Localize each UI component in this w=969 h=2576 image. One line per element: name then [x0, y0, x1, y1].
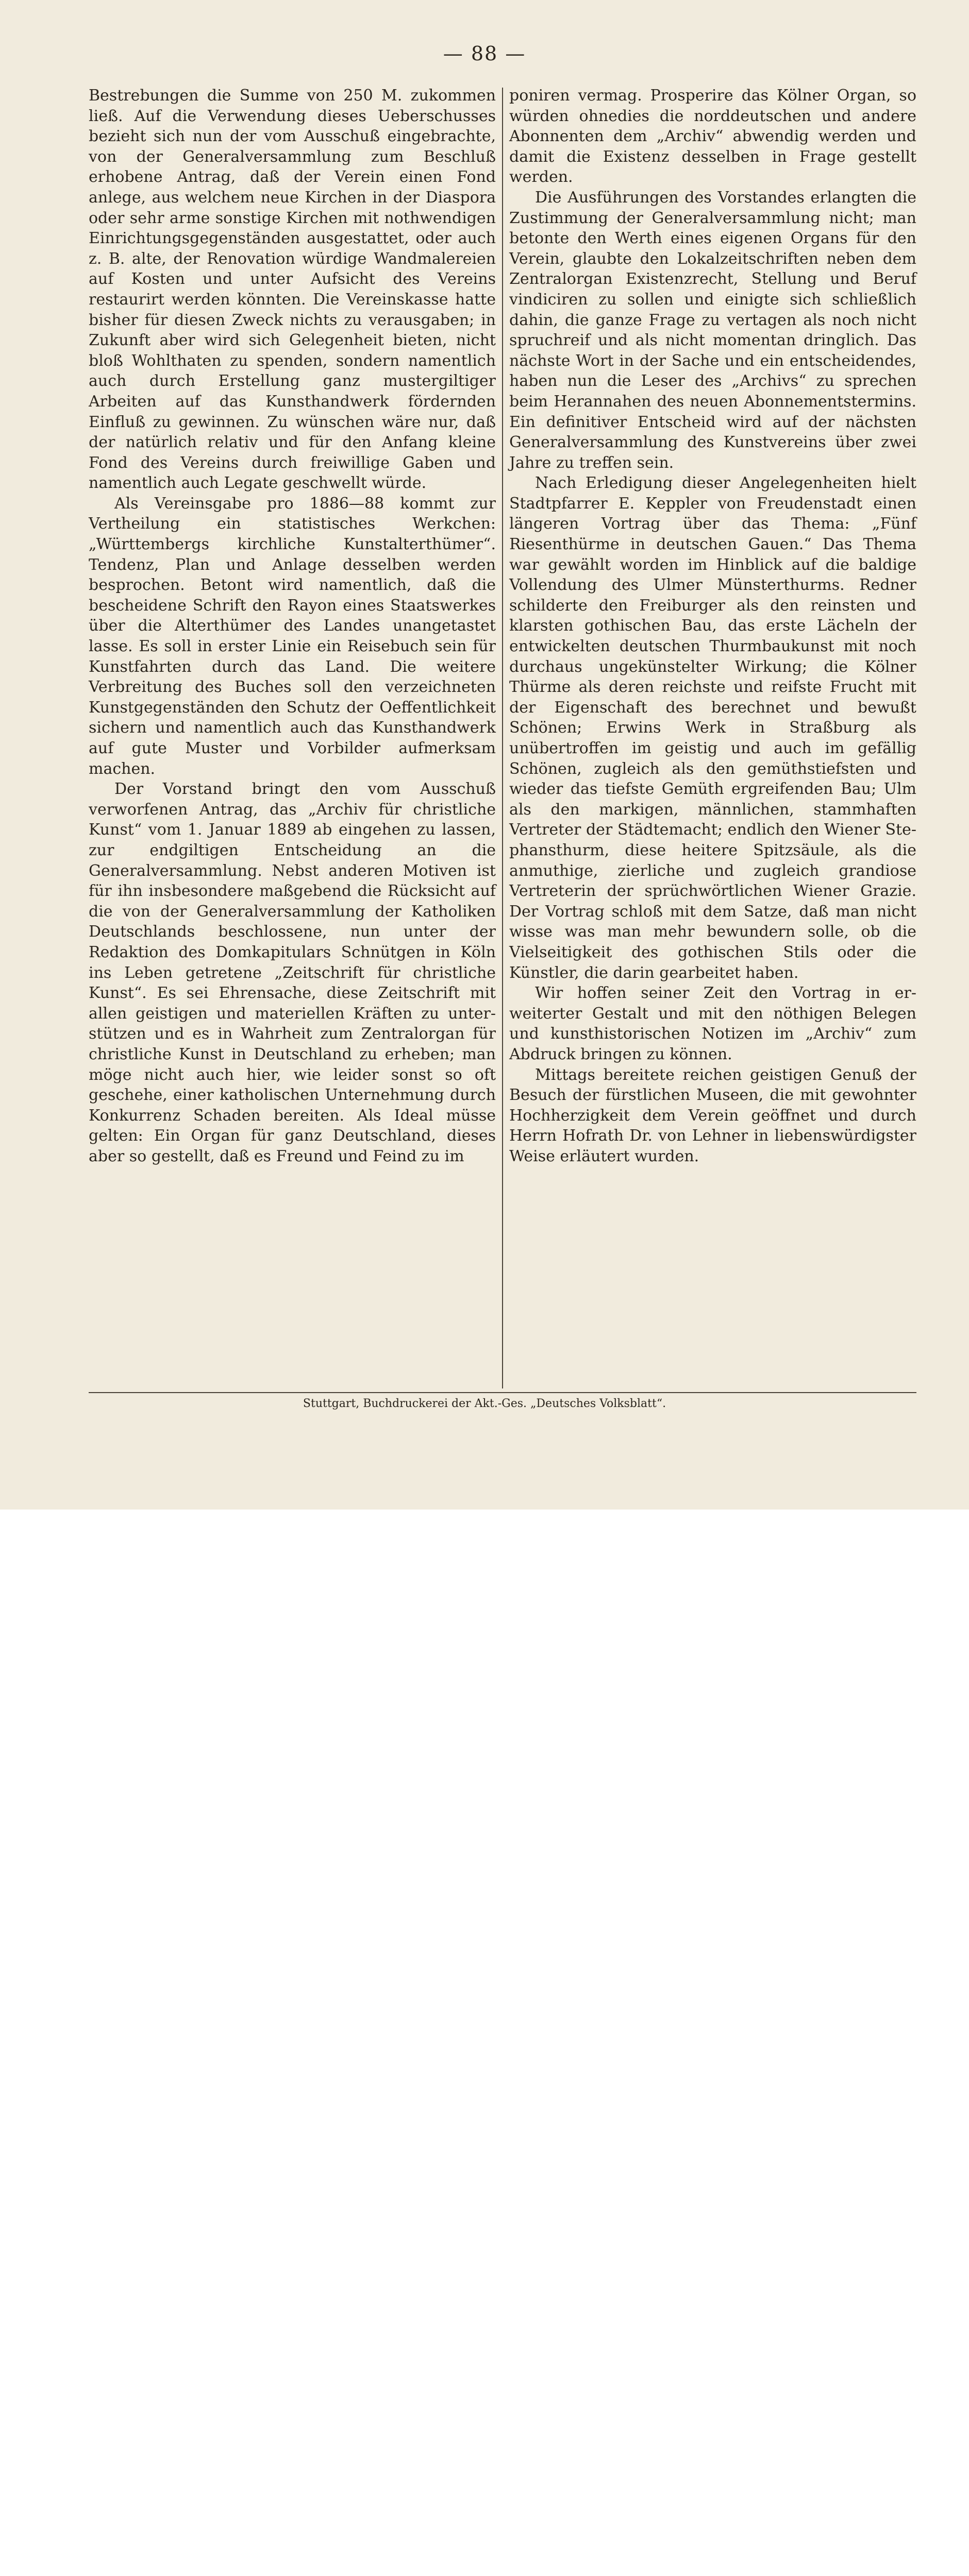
column-divider	[502, 88, 503, 1388]
footer-divider	[89, 1392, 916, 1393]
paragraph: Als Vereinsgabe pro 1886—88 kommt zur Vertheilung ein statistisches Werkchen: „Württembergs kirchliche Kunstalterthümer“. Tendenz, Plan und Anlage desselben werden besprochen. Betont wird namentlich, daß die bescheidene Schrift den Rayon eines Staatswerkes über die Alterthümer des Landes unangetastet lasse. Es soll in erster Linie ein Reisebuch sein für Kunstfahrten durch das Land. Die weitere Verbreitung des Buches soll den verzeichneten Kunstgegenständen den Schutz der Oeffentlichkeit sichern und namentlich auch das Kunsthandwerk auf gute Muster und Vorbilder aufmerksam machen.	[89, 494, 496, 778]
printer-imprint: Stuttgart, Buchdruckerei der Akt.-Ges. „Deutsches Volksblatt“.	[303, 1397, 666, 1410]
page-number: — 88 —	[443, 42, 526, 65]
right-text-column	[509, 86, 916, 1166]
paragraph: Bestrebungen die Summe von 250 M. zukommen ließ. Auf die Verwendung dieses Ueberschusses bezieht sich nun der vom Ausschuß eingebrachte, von der Generalversammlung zum Beschluß erhobene Antrag, daß der Verein einen Fond anlege, aus welchem neue Kirchen in der Diaspora oder sehr arme sonstige Kirchen mit nothwendigen Einrichtungsgegenständen ausgestattet, oder auch z. B. alte, der Renovation würdige Wandmalereien auf Kosten und unter Aufsicht des Vereins restaurirt werden könnten. Die Vereinskasse hatte bisher für diesen Zweck nichts zu verausgaben; in Zukunft aber wird sich Gelegenheit bieten, nicht bloß Wohlthaten zu spenden, sondern namentlich auch durch Erstellung ganz mustergiltiger Arbeiten auf das Kunsthandwerk fördernden Einfluß zu gewinnen. Zu wünschen wäre nur, daß der natürlich relativ und für den Anfang kleine Fond des Vereins durch freiwillige Gaben und namentlich auch Legate geschwellt würde.	[89, 87, 496, 493]
paragraph: poniren vermag. Prosperire das Kölner Organ, so würden ohnedies die norddeutschen und andere Abonnenten dem „Archiv“ abwendig werden und damit die Existenz desselben in Frage gestellt werden.	[509, 87, 916, 187]
paragraph: Nach Erledigung dieser Angelegenheiten hielt Stadtpfarrer E. Keppler von Freudenstadt einen längeren Vortrag über das Thema: „Fünf Riesenthürme in deutschen Gauen.“ Das Thema war gewählt worden im Hinblick auf die baldige Vollendung des Ulmer Münsterthurms. Redner schilderte den Freiburger als den reinsten und klarsten gothischen Bau, das erste Lächeln der entwickelten deutschen Thurmbaukunst mit noch durchaus ungekünstelter Wirkung; die Kölner Thürme als deren reichste und reifste Frucht mit der Eigenschaft des berechnet und bewußt Schönen; Erwins Werk in Straßburg als unübertroffen im geistig und auch im gefällig Schönen, zugleich als den gemüthstiefsten und wieder das tiefste Gemüth ergreifenden Bau; Ulm als den markigen, männlichen, stammhaften Vertreter der Städtemacht; endlich den Wiener Stephansthurm, diese heitere Spitzsäule, als die anmuthige, zierliche und zugleich grandiose Vertreterin der sprüchwörtlichen Wiener Grazie. Der Vortrag schloß mit dem Satze, daß man nicht wisse was man mehr bewundern solle, ob die Vielseitigkeit des gothischen Stils oder die Künstler, die darin gearbeitet haben.	[509, 474, 916, 982]
left-text-column	[89, 86, 496, 1166]
paragraph: Die Ausführungen des Vorstandes erlangten die Zustimmung der Generalversammlung nicht; man betonte den Werth eines eigenen Organs für den Verein, glaubte den Lokalzeitschriften neben dem Zentralorgan Existenzrecht, Stellung und Beruf vindiciren zu sollen und einigte sich schließlich dahin, die ganze Frage zu vertagen als noch nicht spruchreif und als nicht momentan dringlich. Das nächste Wort in der Sache und ein entscheidendes, haben nun die Leser des „Archivs“ zu sprechen beim Herannahen des neuen Abonnementstermins. Ein definitiver Entscheid wird auf der nächsten Generalversammlung des Kunstvereins über zwei Jahre zu treffen sein.	[509, 188, 916, 472]
paragraph: Mittags bereitete reichen geistigen Genuß der Besuch der fürstlichen Museen, die mit gewohnter Hochherzigkeit dem Verein geöffnet und durch Herrn Hofrath Dr. von Lehner in liebenswürdigster Weise erläutert wurden.	[509, 1065, 916, 1165]
paragraph: Wir hoffen seiner Zeit den Vortrag in erweiterter Gestalt und mit den nöthigen Belegen und kunsthistorischen Notizen im „Archiv“ zum Abdruck bringen zu können.	[509, 984, 916, 1063]
paragraph: Der Vorstand bringt den vom Ausschuß verworfenen Antrag, das „Archiv für christliche Kunst“ vom 1. Januar 1889 ab eingehen zu lassen, zur endgiltigen Entscheidung an die Generalversammlung. Nebst anderen Motiven ist für ihn insbesondere maßgebend die Rücksicht auf die von der Generalversammlung der Katholiken Deutschlands beschlossene, nun unter der Redaktion des Domkapitulars Schnütgen in Köln ins Leben getretene „Zeitschrift für christliche Kunst“. Es sei Ehrensache, diese Zeitschrift mit allen geistigen und materiellen Kräften zu unterstützen und es in Wahrheit zum Zentralorgan für christliche Kunst in Deutschland zu erheben; man möge nicht auch hier, wie leider sonst so oft geschehe, einer katholischen Unternehmung durch Konkurrenz Schaden bereiten. Als Ideal müsse gelten: Ein Organ für ganz Deutschland, dieses aber so gestellt, daß es Freund und Feind zu im	[89, 780, 496, 1165]
viewer-footer-bar	[0, 1510, 969, 1588]
